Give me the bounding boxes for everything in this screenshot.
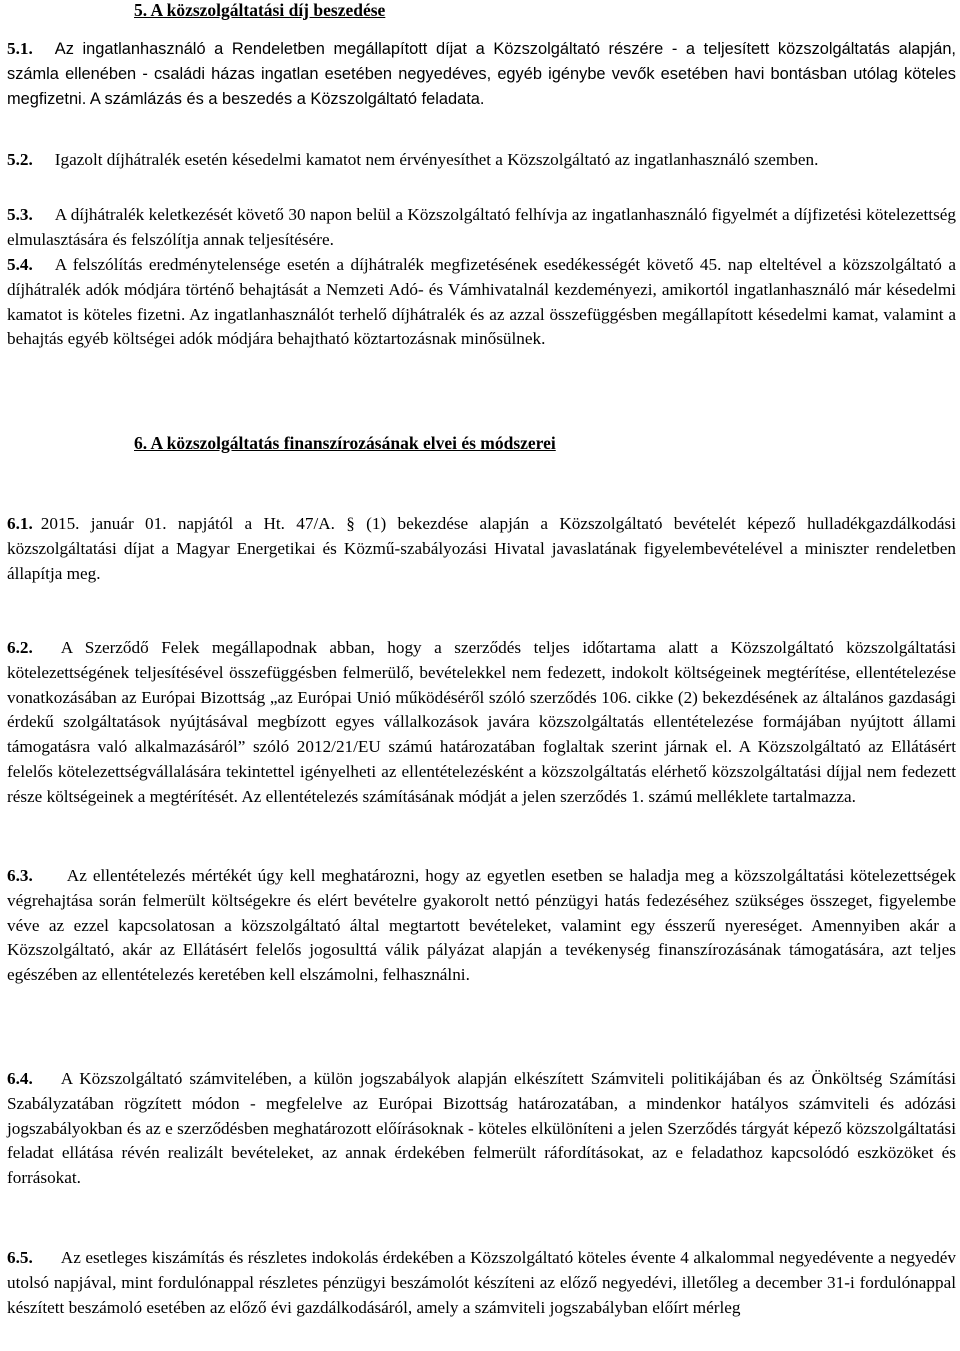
paragraph-5-4	[7, 253, 956, 352]
paragraph-6-2	[7, 636, 956, 810]
paragraph-5-1	[7, 37, 956, 111]
section-5-heading: 5. A közszolgáltatási díj beszedése	[134, 0, 386, 20]
paragraph-text: A díjhátralék keletkezését követő 30 napon belül a Közszolgáltató felhívja az ingatlanhasználó figyelmét a díjfizetési kötelezettség elmulasztására és felszólítja annak teljesítésére.	[7, 205, 956, 249]
paragraph-number: 5.1.	[7, 39, 33, 58]
paragraph-text: Igazolt díjhátralék esetén késedelmi kamatot nem érvényesíthet a Közszolgáltató az ingatlanhasználó szemben.	[54, 150, 819, 169]
paragraph-number: 6.5.	[7, 1248, 33, 1267]
paragraph-number: 5.3.	[7, 205, 33, 224]
paragraph-number: 6.2.	[7, 638, 33, 657]
paragraph-number: 5.2.	[7, 150, 33, 169]
paragraph-text: Az ingatlanhasználó a Rendeletben megállapított díjat a Közszolgáltató részére - a teljesített közszolgáltatás alapján, számla ellenében - családi házas ingatlan esetében negyedéves, egyéb igénybe vevők esetében havi bontásban utólag köteles megfizetni. A számlázás és a beszedés a Közszolgáltató feladata.	[7, 40, 956, 108]
paragraph-number: 6.4.	[7, 1069, 33, 1088]
section-6-heading: 6. A közszolgáltatás finanszírozásának elvei és módszerei	[134, 433, 556, 453]
paragraph-text: Az ellentételezés mértékét úgy kell meghatározni, hogy az egyetlen esetben se haladja meg a közszolgáltatási kötelezettségek végrehajtása során felmerült költségekre és elért bevételre gyakorolt nettó pénzügyi hatás fedezéséhez szükséges összeget, figyelembe véve az ezzel kapcsolatosan a közszolgáltató által megtartott bevételeket, valamint egy ésszerű nyereséget. Amennyiben akár a Közszolgáltató, akár az Ellátásért felelős jogosulttá válik pályázat alapján a tevékenység finanszírozásának támogatására, azt teljes egészében az ellentételezés keretében kell elszámolni, felhasználni.	[7, 866, 956, 985]
paragraph-6-3	[7, 864, 956, 988]
paragraph-number: 6.3.	[7, 866, 33, 885]
paragraph-text: A Közszolgáltató számvitelében, a külön jogszabályok alapján elkészített Számviteli politikájában és az Önköltség Számítási Szabályzatában rögzített módon - megfelelve az Európai Bizottság határozatában, a mindenkor hatályos számviteli és adózási jogszabályokban és az e szerződésben meghatározott előírásoknak - köteles elkülöníteni a jelen Szerződés tárgyát képező közszolgáltatási feladat ellátása révén realizált bevételeket, az annak érdekében felmerült ráfordításokat, az e feladathoz kapcsolódó eszközöket és forrásokat.	[7, 1069, 956, 1188]
paragraph-6-5	[7, 1246, 956, 1320]
paragraph-number: 6.1.	[7, 514, 33, 533]
paragraph-number: 5.4.	[7, 255, 33, 274]
paragraph-text: Az esetleges kiszámítás és részletes indokolás érdekében a Közszolgáltató köteles évente 4 alkalommal negyedévente a negyedév utolsó napjával, mint fordulónappal részletes pénzügyi beszámolót készíteni az előző negyedévi, illetőleg a december 31-i fordulónappal készített beszámoló esetében az előző évi gazdálkodásáról, amely a számviteli jogszabályban előírt mérleg	[7, 1248, 956, 1317]
paragraph-text: A felszólítás eredménytelensége esetén a díjhátralék megfizetésének esedékességét követő 45. nap elteltével a közszolgáltató a díjhátralék adók módjára történő behajtását a Nemzeti Adó- és Vámhivatalnál kezdeményezi, amikortól ingatlanhasználó már késedelmi kamatot is köteles fizetni. Az ingatlanhasználót terhelő díjhátralék és az azzal összefüggésben megállapított késedelmi kamat, valamint a behajtás egyéb költségei adók módjára behajtható köztartozásnak minősülnek.	[7, 255, 956, 349]
paragraph-6-1	[7, 512, 956, 586]
paragraph-text: 2015. január 01. napjától a Ht. 47/A. § (1) bekezdése alapján a Közszolgáltató bevételét képező hulladékgazdálkodási közszolgáltatási díjat a Magyar Energetikai és Közmű-szabályozási Hivatal javaslatának figyelembevételével a miniszter rendeletben állapítja meg.	[7, 514, 956, 583]
paragraph-5-3	[7, 203, 956, 253]
paragraph-6-4	[7, 1067, 956, 1191]
paragraph-5-2	[7, 148, 956, 173]
paragraph-text: A Szerződő Felek megállapodnak abban, hogy a szerződés teljes időtartama alatt a Közszolgáltató közszolgáltatási kötelezettségének teljesítésével összefüggésben felmerülő, bevételekkel nem fedezett, indokolt költségeinek megtérítése, ellentételezése vonatkozásában az Európai Bizottság „az Európai Unió működéséről szóló szerződés 106. cikke (2) bekezdésének az általános gazdasági érdekű szolgáltatások nyújtásával megbízott egyes vállalkozások javára közszolgáltatás ellentételezése formájában nyújtott állami támogatásra való alkalmazásáról” szóló 2012/21/EU számú határozatában foglaltak szerint járnak el. A Közszolgáltató az Ellátásért felelős kötelezettségvállalására tekintettel igényelheti az ellentételezésként a közszolgáltatás elérhető közszolgáltatási díjjal nem fedezett része költségeinek a megtérítését. Az ellentételezés számításának módját a jelen szerződés 1. számú melléklete tartalmazza.	[7, 638, 956, 806]
